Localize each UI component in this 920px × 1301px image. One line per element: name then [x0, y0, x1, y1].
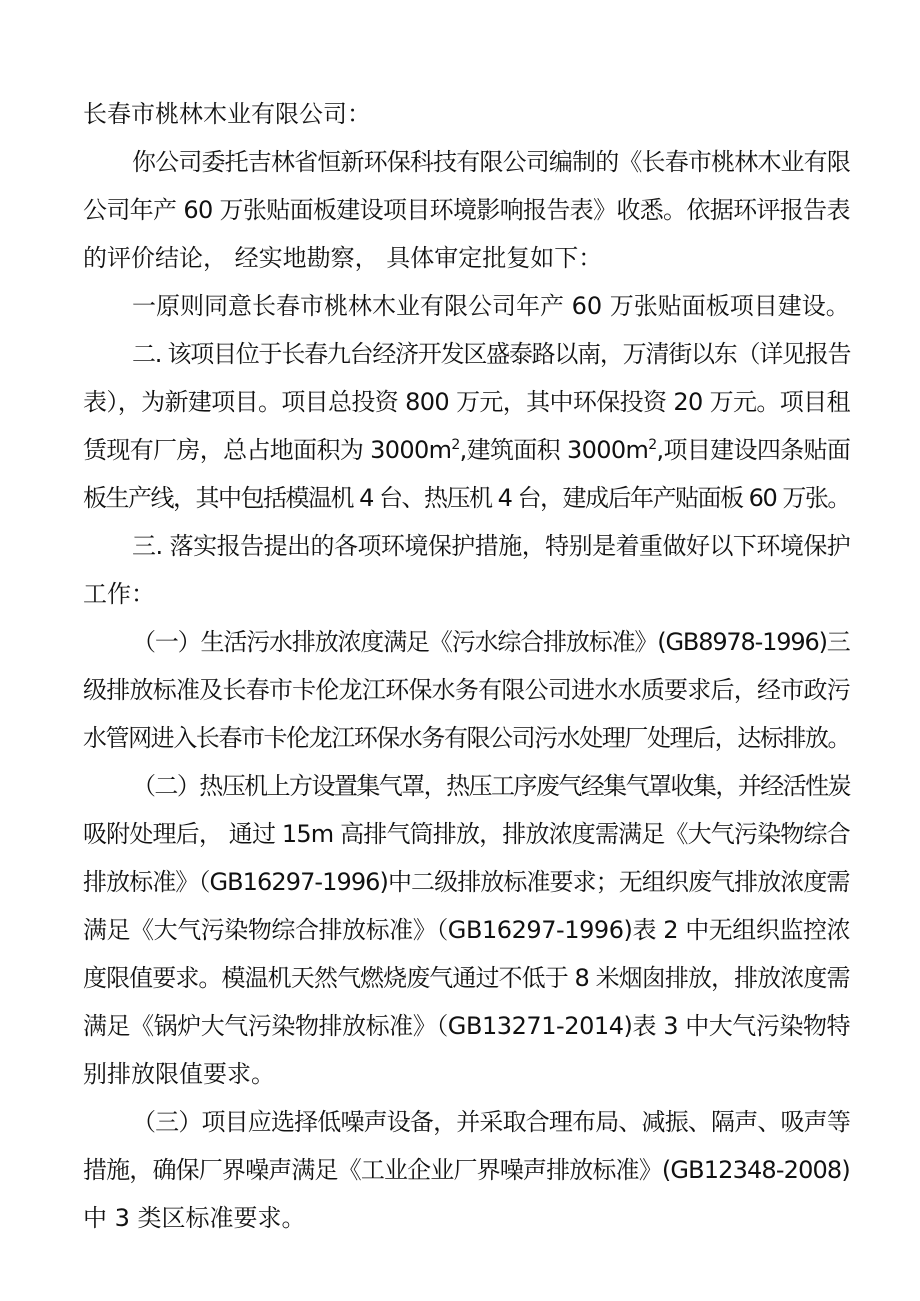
- paragraph-line: 工作：: [83, 580, 155, 608]
- area-text-before: 赁现有厂房，总占地面积为 3000m: [83, 436, 452, 464]
- paragraph-line: 你公司委托吉林省恒新环保科技有限公司编制的《长春市桃林木业有限: [132, 148, 850, 176]
- paragraph-line: 别排放限值要求。: [83, 1060, 275, 1088]
- area-superscript: 2: [648, 437, 657, 453]
- paragraph-line: 度限值要求。模温机天然气燃烧废气通过不低于 8 米烟囱排放，排放浓度需: [83, 964, 850, 992]
- paragraph-line: 措施，确保厂界噪声满足《工业企业厂界噪声排放标准》(GB12348-2008): [83, 1156, 850, 1184]
- area-text-middle: ,建筑面积 3000m: [459, 436, 649, 464]
- paragraph-line: 二. 该项目位于长春九台经济开发区盛泰路以南，万清街以东（详见报告: [132, 340, 851, 368]
- paragraph-line: 的评价结论， 经实地勘察， 具体审定批复如下：: [83, 244, 603, 272]
- paragraph-line: 满足《大气污染物综合排放标准》（GB16297-1996)表 2 中无组织监控浓: [83, 916, 851, 944]
- paragraph-line: （一）生活污水排放浓度满足《污水综合排放标准》(GB8978-1996)三: [132, 628, 850, 656]
- paragraph-line: （三）项目应选择低噪声设备，并采取合理布局、减振、隔声、吸声等: [132, 1108, 850, 1136]
- area-text-after: ,项目建设四条贴面: [656, 436, 851, 464]
- paragraph-line: 吸附处理后， 通过 15m 高排气筒排放，排放浓度需满足《大气污染物综合: [83, 820, 850, 848]
- paragraph-line: 满足《锅炉大气污染物排放标准》（GB13271-2014)表 3 中大气污染物特: [83, 1012, 851, 1040]
- paragraph-line-area: [83, 434, 850, 466]
- area-superscript: 2: [451, 437, 460, 453]
- paragraph-line: 三. 落实报告提出的各项环境保护措施，特别是着重做好以下环境保护: [132, 532, 851, 560]
- paragraph-line: 板生产线，其中包括模温机 4 台、热压机 4 台，建成后年产贴面板 60 万张。: [83, 484, 850, 512]
- addressee-line: 长春市桃林木业有限公司：: [83, 100, 371, 128]
- paragraph-line: 公司年产 60 万张贴面板建设项目环境影响报告表》收悉。依据环评报告表: [83, 196, 850, 224]
- paragraph-line: （二）热压机上方设置集气罩，热压工序废气经集气罩收集，并经活性炭: [132, 772, 850, 800]
- paragraph-line: 排放标准》（GB16297-1996)中二级排放标准要求；无组织废气排放浓度需: [83, 868, 850, 896]
- paragraph-line: 中 3 类区标准要求。: [83, 1204, 306, 1232]
- paragraph-line: 表），为新建项目。项目总投资 800 万元，其中环保投资 20 万元。项目租: [83, 388, 850, 416]
- paragraph-line: 级排放标准及长春市卡伦龙江环保水务有限公司进水水质要求后，经市政污: [83, 676, 850, 704]
- paragraph-line: 水管网进入长春市卡伦龙江环保水务有限公司污水处理厂处理后，达标排放。: [83, 724, 850, 752]
- paragraph-line: 一原则同意长春市桃林木业有限公司年产 60 万张贴面板项目建设。: [132, 292, 850, 320]
